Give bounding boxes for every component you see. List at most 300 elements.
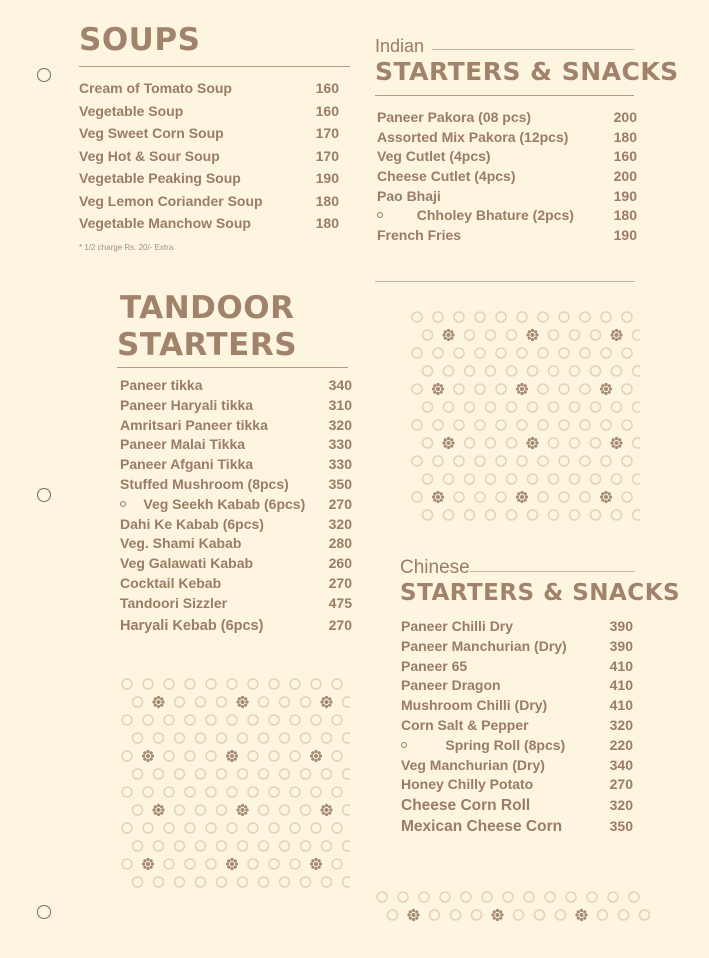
ring-motif-icon (311, 823, 321, 833)
ring-motif-icon (196, 697, 206, 707)
ring-motif-icon (196, 841, 206, 851)
ring-motif-icon (454, 456, 464, 466)
ring-motif-icon (412, 456, 422, 466)
ring-motif-icon (622, 456, 632, 466)
menu-item (79, 170, 339, 193)
ring-motif-icon (496, 348, 506, 358)
ring-motif-icon (591, 402, 601, 412)
ring-motif-icon (612, 402, 622, 412)
ring-motif-icon (454, 312, 464, 322)
ring-motif-icon (528, 366, 538, 376)
flower-motif-icon (407, 909, 419, 921)
tandoor-title-line1: TANDOOR (120, 290, 295, 326)
ring-motif-icon (217, 805, 227, 815)
ring-motif-icon (206, 679, 216, 689)
ring-motif-icon (465, 510, 475, 520)
menu-item-price: 170 (315, 147, 339, 164)
menu-item-price: 390 (609, 618, 633, 634)
menu-item-name: Dahi Ke Kabab (6pcs) (120, 515, 264, 532)
ring-motif-icon (175, 697, 185, 707)
ring-motif-icon (570, 474, 580, 484)
menu-item-name: Amritsari Paneer tikka (120, 416, 268, 433)
ring-motif-icon (343, 697, 351, 707)
ring-motif-icon (175, 733, 185, 743)
ring-motif-icon (206, 715, 216, 725)
ring-motif-icon (640, 910, 650, 920)
menu-item-name: Paneer Dragon (401, 677, 501, 694)
menu-item-price: 320 (609, 796, 633, 813)
flower-motif-icon (226, 858, 238, 870)
ring-motif-icon (388, 910, 398, 920)
indian-subtitle-line (432, 49, 634, 50)
menu-item (377, 207, 637, 227)
ring-motif-icon (227, 823, 237, 833)
ring-motif-icon (444, 510, 454, 520)
ring-motif-icon (475, 492, 485, 502)
ring-motif-icon (259, 877, 269, 887)
menu-item-name: Paneer Manchurian (Dry) (401, 637, 567, 654)
ring-motif-icon (206, 787, 216, 797)
ring-motif-icon (301, 841, 311, 851)
ring-motif-icon (248, 823, 258, 833)
menu-item-price: 180 (315, 215, 339, 231)
ring-motif-icon (332, 859, 342, 869)
ring-motif-icon (612, 474, 622, 484)
flower-motif-icon (526, 437, 538, 449)
ring-motif-icon (496, 456, 506, 466)
menu-item-price: 270 (328, 495, 352, 512)
ring-motif-icon (629, 892, 639, 902)
ring-motif-icon (122, 679, 132, 689)
ring-motif-icon (290, 787, 300, 797)
menu-item-price: 410 (609, 657, 633, 674)
flower-motif-icon (600, 491, 612, 503)
menu-item-name: Corn Salt & Pepper (401, 716, 529, 733)
ring-motif-icon (301, 733, 311, 743)
ring-motif-icon (206, 823, 216, 833)
ring-motif-icon (633, 402, 641, 412)
ring-motif-icon (332, 679, 342, 689)
menu-item-price: 160 (315, 102, 339, 119)
ring-motif-icon (549, 402, 559, 412)
menu-item-name: Paneer Malai Tikka (120, 436, 246, 453)
flower-motif-icon (442, 329, 454, 341)
menu-item (401, 697, 633, 717)
ring-motif-icon (301, 877, 311, 887)
ring-motif-icon (311, 787, 321, 797)
menu-item-name: Paneer Chilli Dry (401, 618, 514, 634)
ring-motif-icon (227, 679, 237, 689)
chinese-list (401, 618, 633, 840)
ring-motif-icon (280, 877, 290, 887)
ring-motif-icon (528, 402, 538, 412)
ring-motif-icon (217, 769, 227, 779)
menu-item-price: 180 (315, 192, 339, 209)
ring-motif-icon (290, 715, 300, 725)
ring-motif-icon (601, 348, 611, 358)
ring-motif-icon (332, 715, 342, 725)
ring-motif-icon (549, 330, 559, 340)
menu-item (120, 436, 352, 456)
ring-motif-icon (559, 420, 569, 430)
ring-motif-icon (570, 366, 580, 376)
menu-item (120, 535, 352, 555)
ring-motif-icon (535, 910, 545, 920)
ring-motif-icon (517, 420, 527, 430)
ring-motif-icon (343, 769, 351, 779)
ring-motif-icon (175, 805, 185, 815)
ring-motif-icon (612, 510, 622, 520)
menu-item-price: 270 (609, 776, 633, 793)
ring-motif-icon (475, 348, 485, 358)
ring-motif-icon (472, 910, 482, 920)
ring-motif-icon (454, 384, 464, 394)
ring-motif-icon (612, 366, 622, 376)
ring-motif-icon (154, 769, 164, 779)
ring-motif-icon (591, 366, 601, 376)
ring-motif-icon (280, 841, 290, 851)
menu-item-price: 330 (328, 436, 352, 453)
tandoor-title-line2: STARTERS (117, 327, 298, 363)
indian-list (377, 109, 637, 247)
bullet-icon (120, 501, 126, 507)
flower-motif-icon (526, 329, 538, 341)
ring-motif-icon (412, 384, 422, 394)
ring-motif-icon (164, 679, 174, 689)
ring-motif-icon (486, 330, 496, 340)
flower-motif-icon (442, 437, 454, 449)
menu-item-name: Assorted Mix Pakora (12pcs) (377, 128, 569, 145)
ring-motif-icon (133, 841, 143, 851)
menu-item (401, 618, 633, 638)
flower-motif-icon (516, 383, 528, 395)
menu-item-price: 270 (328, 617, 352, 634)
menu-item-price: 330 (328, 456, 352, 473)
ring-motif-icon (269, 859, 279, 869)
ring-motif-icon (454, 348, 464, 358)
ring-motif-icon (227, 715, 237, 725)
ring-motif-icon (238, 841, 248, 851)
ring-motif-icon (175, 769, 185, 779)
ring-motif-icon (559, 456, 569, 466)
ring-motif-icon (196, 805, 206, 815)
ring-motif-icon (580, 492, 590, 502)
ring-motif-icon (496, 384, 506, 394)
ring-motif-icon (164, 715, 174, 725)
ring-motif-icon (622, 492, 632, 502)
menu-item-price: 220 (609, 736, 633, 753)
menu-item-name: Chholey Bhature (2pcs) (416, 207, 574, 224)
ring-motif-icon (507, 330, 517, 340)
punch-hole-middle (37, 488, 51, 502)
flower-motif-icon (152, 804, 164, 816)
menu-item-name: Spring Roll (8pcs) (445, 736, 566, 753)
ring-motif-icon (580, 420, 590, 430)
menu-item-name: Paneer 65 (401, 657, 468, 674)
menu-item (79, 215, 339, 238)
ring-motif-icon (122, 823, 132, 833)
menu-item (120, 516, 352, 536)
ring-motif-icon (475, 456, 485, 466)
ring-motif-icon (514, 910, 524, 920)
ring-motif-icon (461, 892, 471, 902)
ring-motif-icon (343, 877, 351, 887)
ring-motif-icon (290, 751, 300, 761)
menu-item-name: Veg Cutlet (4pcs) (377, 148, 491, 165)
menu-item-name: French Fries (377, 227, 462, 244)
menu-item (401, 677, 633, 697)
menu-item-price: 320 (328, 416, 352, 433)
ring-motif-icon (259, 805, 269, 815)
ring-motif-icon (475, 384, 485, 394)
ring-motif-icon (290, 859, 300, 869)
ring-motif-icon (423, 438, 433, 448)
tandoor-divider (117, 367, 348, 368)
ring-motif-icon (454, 420, 464, 430)
ring-motif-icon (591, 330, 601, 340)
ring-motif-icon (633, 474, 641, 484)
ring-motif-icon (412, 348, 422, 358)
menu-item-name: Vegetable Soup (79, 102, 184, 119)
ring-motif-icon (143, 823, 153, 833)
ring-motif-icon (475, 420, 485, 430)
ring-motif-icon (269, 715, 279, 725)
menu-item-name: Tandoori Sizzler (120, 595, 228, 612)
ring-motif-icon (433, 312, 443, 322)
menu-item (377, 168, 637, 188)
ring-motif-icon (185, 679, 195, 689)
ring-motif-icon (248, 751, 258, 761)
ring-motif-icon (566, 892, 576, 902)
bullet-icon (377, 212, 383, 218)
menu-item-name: Paneer Pakora (08 pcs) (377, 109, 532, 125)
menu-item (120, 377, 352, 397)
ring-motif-icon (496, 492, 506, 502)
menu-item-name: Veg. Shami Kabab (120, 535, 242, 552)
ring-motif-icon (486, 510, 496, 520)
ring-motif-icon (175, 877, 185, 887)
ring-motif-icon (486, 402, 496, 412)
ring-motif-icon (580, 348, 590, 358)
flower-motif-icon (226, 750, 238, 762)
menu-item-price: 170 (315, 125, 339, 141)
ring-motif-icon (280, 733, 290, 743)
ring-motif-icon (122, 751, 132, 761)
menu-item-price: 180 (613, 207, 637, 224)
ring-motif-icon (259, 733, 269, 743)
ring-motif-icon (549, 438, 559, 448)
ring-motif-icon (580, 384, 590, 394)
flower-motif-icon (610, 329, 622, 341)
ring-motif-icon (601, 456, 611, 466)
flower-motif-icon (152, 696, 164, 708)
menu-item-name: Vegetable Peaking Soup (79, 170, 241, 186)
ring-motif-icon (248, 787, 258, 797)
ring-motif-icon (423, 474, 433, 484)
menu-item (120, 417, 352, 437)
ring-motif-icon (143, 715, 153, 725)
ring-motif-icon (482, 892, 492, 902)
ring-motif-icon (412, 492, 422, 502)
ring-motif-icon (580, 312, 590, 322)
ring-motif-icon (122, 787, 132, 797)
ring-motif-icon (440, 892, 450, 902)
ring-motif-icon (343, 805, 351, 815)
ring-motif-icon (301, 805, 311, 815)
ring-motif-icon (259, 697, 269, 707)
ring-motif-icon (311, 679, 321, 689)
menu-item (79, 193, 339, 216)
menu-item-price: 180 (613, 128, 637, 145)
ring-motif-icon (217, 841, 227, 851)
menu-item (120, 555, 352, 575)
ring-motif-icon (601, 312, 611, 322)
ring-motif-icon (133, 769, 143, 779)
menu-item (120, 595, 352, 617)
ring-motif-icon (419, 892, 429, 902)
ring-motif-icon (185, 859, 195, 869)
menu-item-price: 190 (613, 227, 637, 244)
flower-motif-icon (575, 909, 587, 921)
menu-item (401, 797, 633, 819)
ring-motif-icon (164, 859, 174, 869)
ring-motif-icon (196, 769, 206, 779)
menu-item-name: Cream of Tomato Soup (79, 80, 232, 96)
ring-motif-icon (154, 877, 164, 887)
ring-motif-icon (598, 910, 608, 920)
menu-item-price: 190 (613, 187, 637, 204)
ring-motif-icon (538, 348, 548, 358)
menu-item-price: 280 (328, 535, 352, 552)
ring-motif-icon (591, 510, 601, 520)
menu-item-name: Paneer tikka (120, 377, 203, 393)
menu-item (120, 476, 352, 496)
menu-item-name: Cocktail Kebab (120, 574, 222, 591)
ring-motif-icon (591, 474, 601, 484)
menu-item-name: Veg Manchurian (Dry) (401, 756, 545, 773)
soups-title: SOUPS (79, 22, 201, 58)
menu-item-price: 270 (328, 574, 352, 591)
ring-motif-icon (517, 348, 527, 358)
ring-motif-icon (259, 769, 269, 779)
ring-motif-icon (301, 697, 311, 707)
chinese-title: STARTERS & SNACKS (400, 580, 681, 606)
flower-motif-icon (236, 696, 248, 708)
flower-motif-icon (236, 804, 248, 816)
ring-motif-icon (433, 456, 443, 466)
ring-motif-icon (475, 312, 485, 322)
ring-motif-icon (398, 892, 408, 902)
flower-motif-icon (320, 696, 332, 708)
ring-motif-icon (133, 733, 143, 743)
menu-item (79, 125, 339, 148)
ring-motif-icon (217, 877, 227, 887)
menu-item-price: 260 (328, 555, 352, 572)
ring-motif-icon (454, 492, 464, 502)
ring-motif-icon (559, 492, 569, 502)
menu-item-name: Vegetable Manchow Soup (79, 215, 251, 231)
ring-motif-icon (343, 841, 351, 851)
ring-motif-icon (206, 751, 216, 761)
ring-motif-icon (280, 805, 290, 815)
menu-item-name: Veg Lemon Coriander Soup (79, 192, 263, 209)
ring-motif-icon (185, 787, 195, 797)
menu-item-price: 160 (613, 148, 637, 165)
ring-motif-icon (154, 841, 164, 851)
ring-motif-icon (248, 679, 258, 689)
ring-motif-icon (580, 456, 590, 466)
ring-motif-icon (591, 438, 601, 448)
menu-item (401, 737, 633, 757)
ring-motif-icon (538, 420, 548, 430)
ring-motif-icon (587, 892, 597, 902)
ring-motif-icon (517, 312, 527, 322)
ring-motif-icon (154, 733, 164, 743)
ring-motif-icon (280, 769, 290, 779)
ring-motif-icon (206, 859, 216, 869)
ring-motif-icon (423, 402, 433, 412)
menu-item (120, 575, 352, 596)
menu-item (79, 148, 339, 171)
ring-motif-icon (412, 420, 422, 430)
menu-item (401, 818, 633, 840)
ring-motif-icon (559, 312, 569, 322)
ring-motif-icon (133, 697, 143, 707)
menu-item-price: 190 (315, 170, 339, 186)
decorative-pattern-bottom (370, 885, 650, 935)
menu-item-price: 340 (328, 377, 352, 393)
menu-item-price: 410 (609, 677, 633, 694)
menu-item-price: 390 (609, 637, 633, 654)
soups-note: * 1/2 charge Rs. 20/- Extra (79, 243, 174, 252)
ring-motif-icon (433, 348, 443, 358)
punch-hole-top (37, 68, 51, 82)
menu-item (377, 227, 637, 247)
ring-motif-icon (301, 769, 311, 779)
menu-item (401, 638, 633, 658)
menu-item-price: 350 (609, 818, 633, 835)
ring-motif-icon (528, 510, 538, 520)
ring-motif-icon (444, 402, 454, 412)
bullet-icon (401, 742, 407, 748)
ring-motif-icon (248, 859, 258, 869)
menu-item (401, 776, 633, 797)
ring-motif-icon (269, 787, 279, 797)
indian-divider (375, 95, 634, 96)
menu-item (401, 757, 633, 777)
ring-motif-icon (538, 312, 548, 322)
menu-item-name: Stuffed Mushroom (8pcs) (120, 475, 289, 492)
ring-motif-icon (290, 823, 300, 833)
flower-motif-icon (516, 491, 528, 503)
flower-motif-icon (432, 491, 444, 503)
menu-item-price: 350 (328, 475, 352, 492)
ring-motif-icon (517, 456, 527, 466)
menu-item-price: 310 (328, 396, 352, 413)
menu-item-name: Veg Galawati Kabab (120, 555, 254, 572)
ring-motif-icon (622, 384, 632, 394)
menu-item (401, 717, 633, 737)
ring-motif-icon (549, 366, 559, 376)
ring-motif-icon (444, 474, 454, 484)
ring-motif-icon (507, 366, 517, 376)
ring-motif-icon (570, 438, 580, 448)
ring-motif-icon (622, 312, 632, 322)
indian-subtitle: Indian (375, 36, 425, 56)
menu-item-price: 340 (609, 756, 633, 773)
indian-bottom-rule (375, 281, 635, 282)
ring-motif-icon (524, 892, 534, 902)
